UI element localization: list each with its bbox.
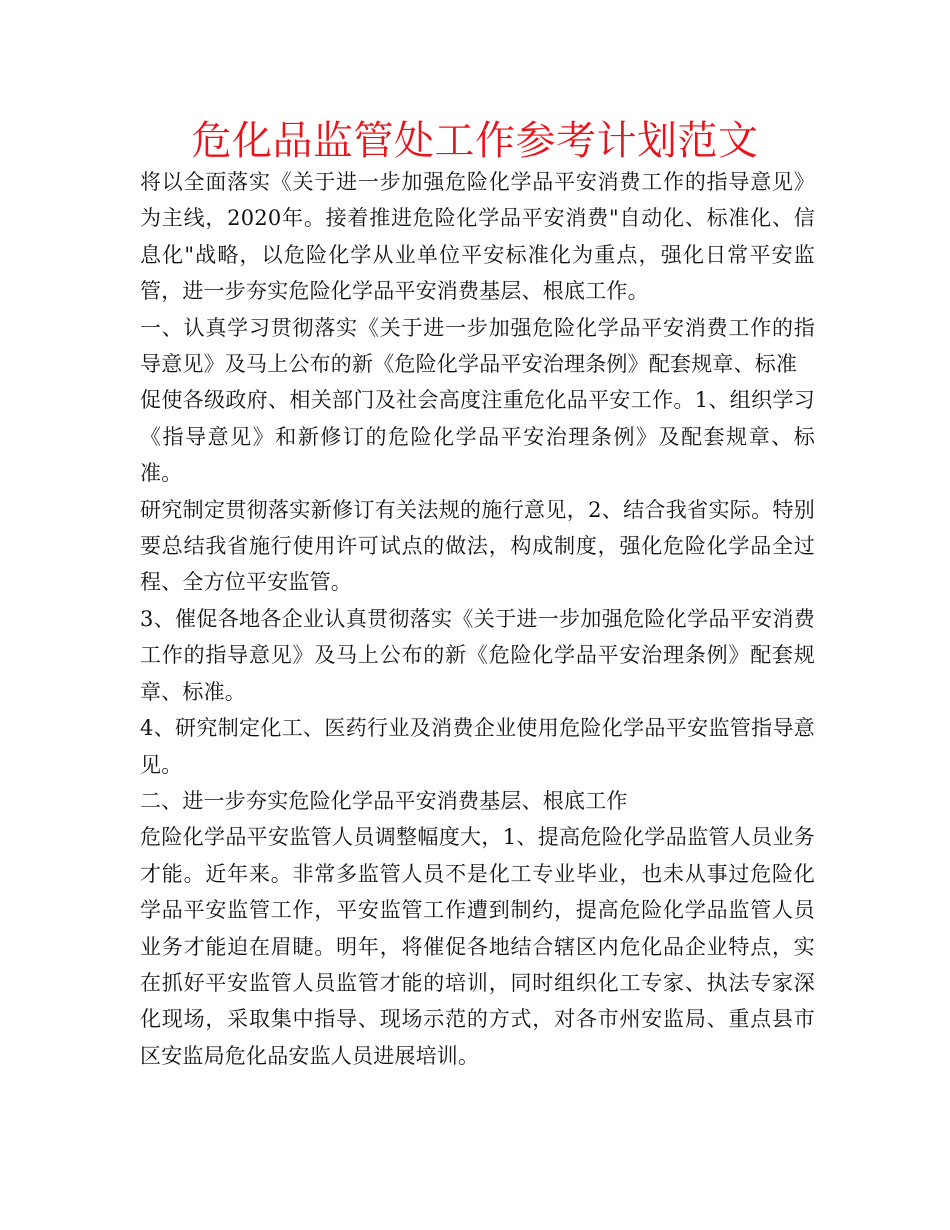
paragraph-intro: 将以全面落实《关于进一步加强危险化学品平安消费工作的指导意见》为主线，2020年。接着推进危险化学品平安消费"自动化、标准化、信息化"战略，以危险化学从业单位平安标准化为重点，强化日常平安监管，进一步夯实危险化学品平安消费基层、根底工作。: [140, 170, 815, 304]
paragraph-section-one-item-2: 研究制定贯彻落实新修订有关法规的施行意见，2、结合我省实际。特别要总结我省施行使用许可试点的做法，构成制度，强化危险化学品全过程、全方位平安监管。: [140, 497, 815, 595]
document-title: 危化品监管处工作参考计划范文: [191, 118, 759, 164]
paragraph-section-one-item-3: 3、催促各地各企业认真贯彻落实《关于进一步加强危险化学品平安消费工作的指导意见》及马上公布的新《危险化学品平安治理条例》配套规章、标准。: [140, 606, 815, 704]
paragraph-section-one-item-1: 促使各级政府、相关部门及社会高度注重危化品平安工作。1、组织学习《指导意见》和新修订的危险化学品平安治理条例》及配套规章、标准。: [140, 388, 815, 486]
paragraph-section-one-item-4: 4、研究制定化工、医药行业及消费企业使用危险化学品平安监管指导意见。: [140, 716, 815, 777]
document-body: [140, 164, 815, 1074]
paragraph-section-two-heading: 二、进一步夯实危险化学品平安消费基层、根底工作: [140, 788, 628, 813]
paragraph-section-two-item-1: 危险化学品平安监管人员调整幅度大，1、提高危险化学品监管人员业务才能。近年来。非常多监管人员不是化工专业毕业，也未从事过危险化学品平安监管工作，平安监管工作遭到制约，提高危险化学品监管人员业务才能迫在眉睫。明年，将催促各地结合辖区内危化品企业特点，实在抓好平安监管人员监管才能的培训，同时组织化工专家、执法专家深化现场，采取集中指导、现场示范的方式，对各市州安监局、重点县市区安监局危化品安监人员进展培训。: [140, 825, 815, 1068]
paragraph-section-one-heading: 一、认真学习贯彻落实《关于进一步加强危险化学品平安消费工作的指导意见》及马上公布的新《危险化学品平安治理条例》配套规章、标准: [140, 315, 815, 377]
